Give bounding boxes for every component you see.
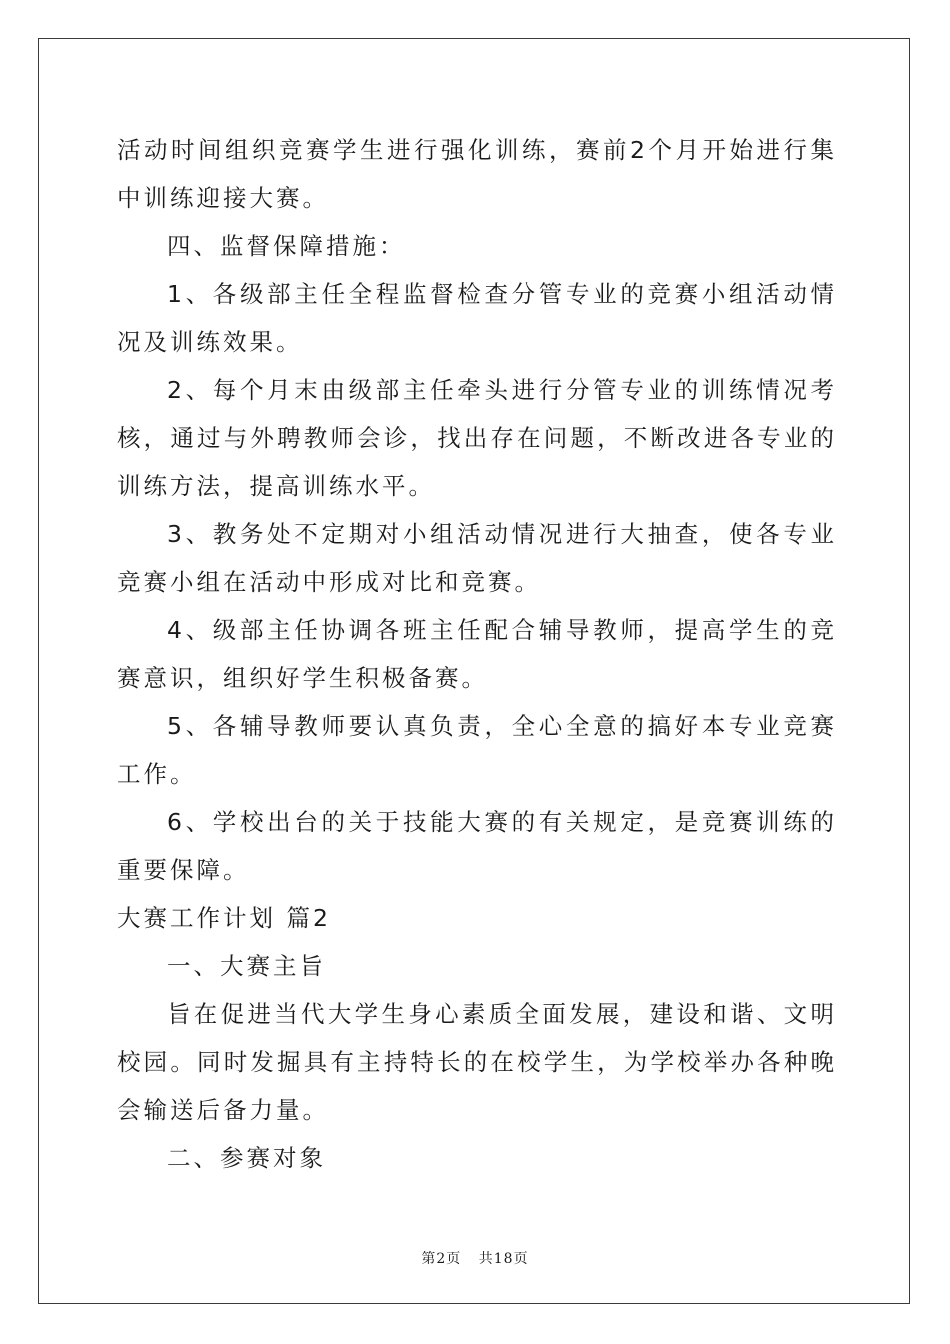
list-item-4: 4、级部主任协调各班主任配合辅导教师，提高学生的竞赛意识，组织好学生积极备赛。 [117,616,837,692]
list-item-3: 3、教务处不定期对小组活动情况进行大抽查，使各专业竞赛小组在活动中形成对比和竞赛。 [117,520,837,596]
section-heading-purpose: 一、大赛主旨 [167,952,326,980]
article-title: 大赛工作计划 篇2 [117,904,331,932]
list-item-5: 5、各辅导教师要认真负责，全心全意的搞好本专业竞赛工作。 [117,712,837,788]
list-item-1: 1、各级部主任全程监督检查分管专业的竞赛小组活动情况及训练效果。 [117,280,837,356]
document-body [117,126,837,1182]
paragraph-continuation: 活动时间组织竞赛学生进行强化训练，赛前2个月开始进行集中训练迎接大赛。 [117,136,837,212]
page-footer [0,1248,950,1268]
page-number: 第2页 [421,1251,462,1267]
list-item-6: 6、学校出台的关于技能大赛的有关规定，是竞赛训练的重要保障。 [117,808,837,884]
section-heading-participants: 二、参赛对象 [167,1144,326,1172]
page-total: 共18页 [478,1251,529,1267]
list-item-2: 2、每个月末由级部主任牵头进行分管专业的训练情况考核，通过与外聘教师会诊，找出存在问题，不断改进各专业的训练方法，提高训练水平。 [117,376,837,500]
section-heading-supervision: 四、监督保障措施： [167,232,406,260]
paragraph-purpose: 旨在促进当代大学生身心素质全面发展，建设和谐、文明校园。同时发掘具有主持特长的在校学生，为学校举办各种晚会输送后备力量。 [117,1000,837,1124]
